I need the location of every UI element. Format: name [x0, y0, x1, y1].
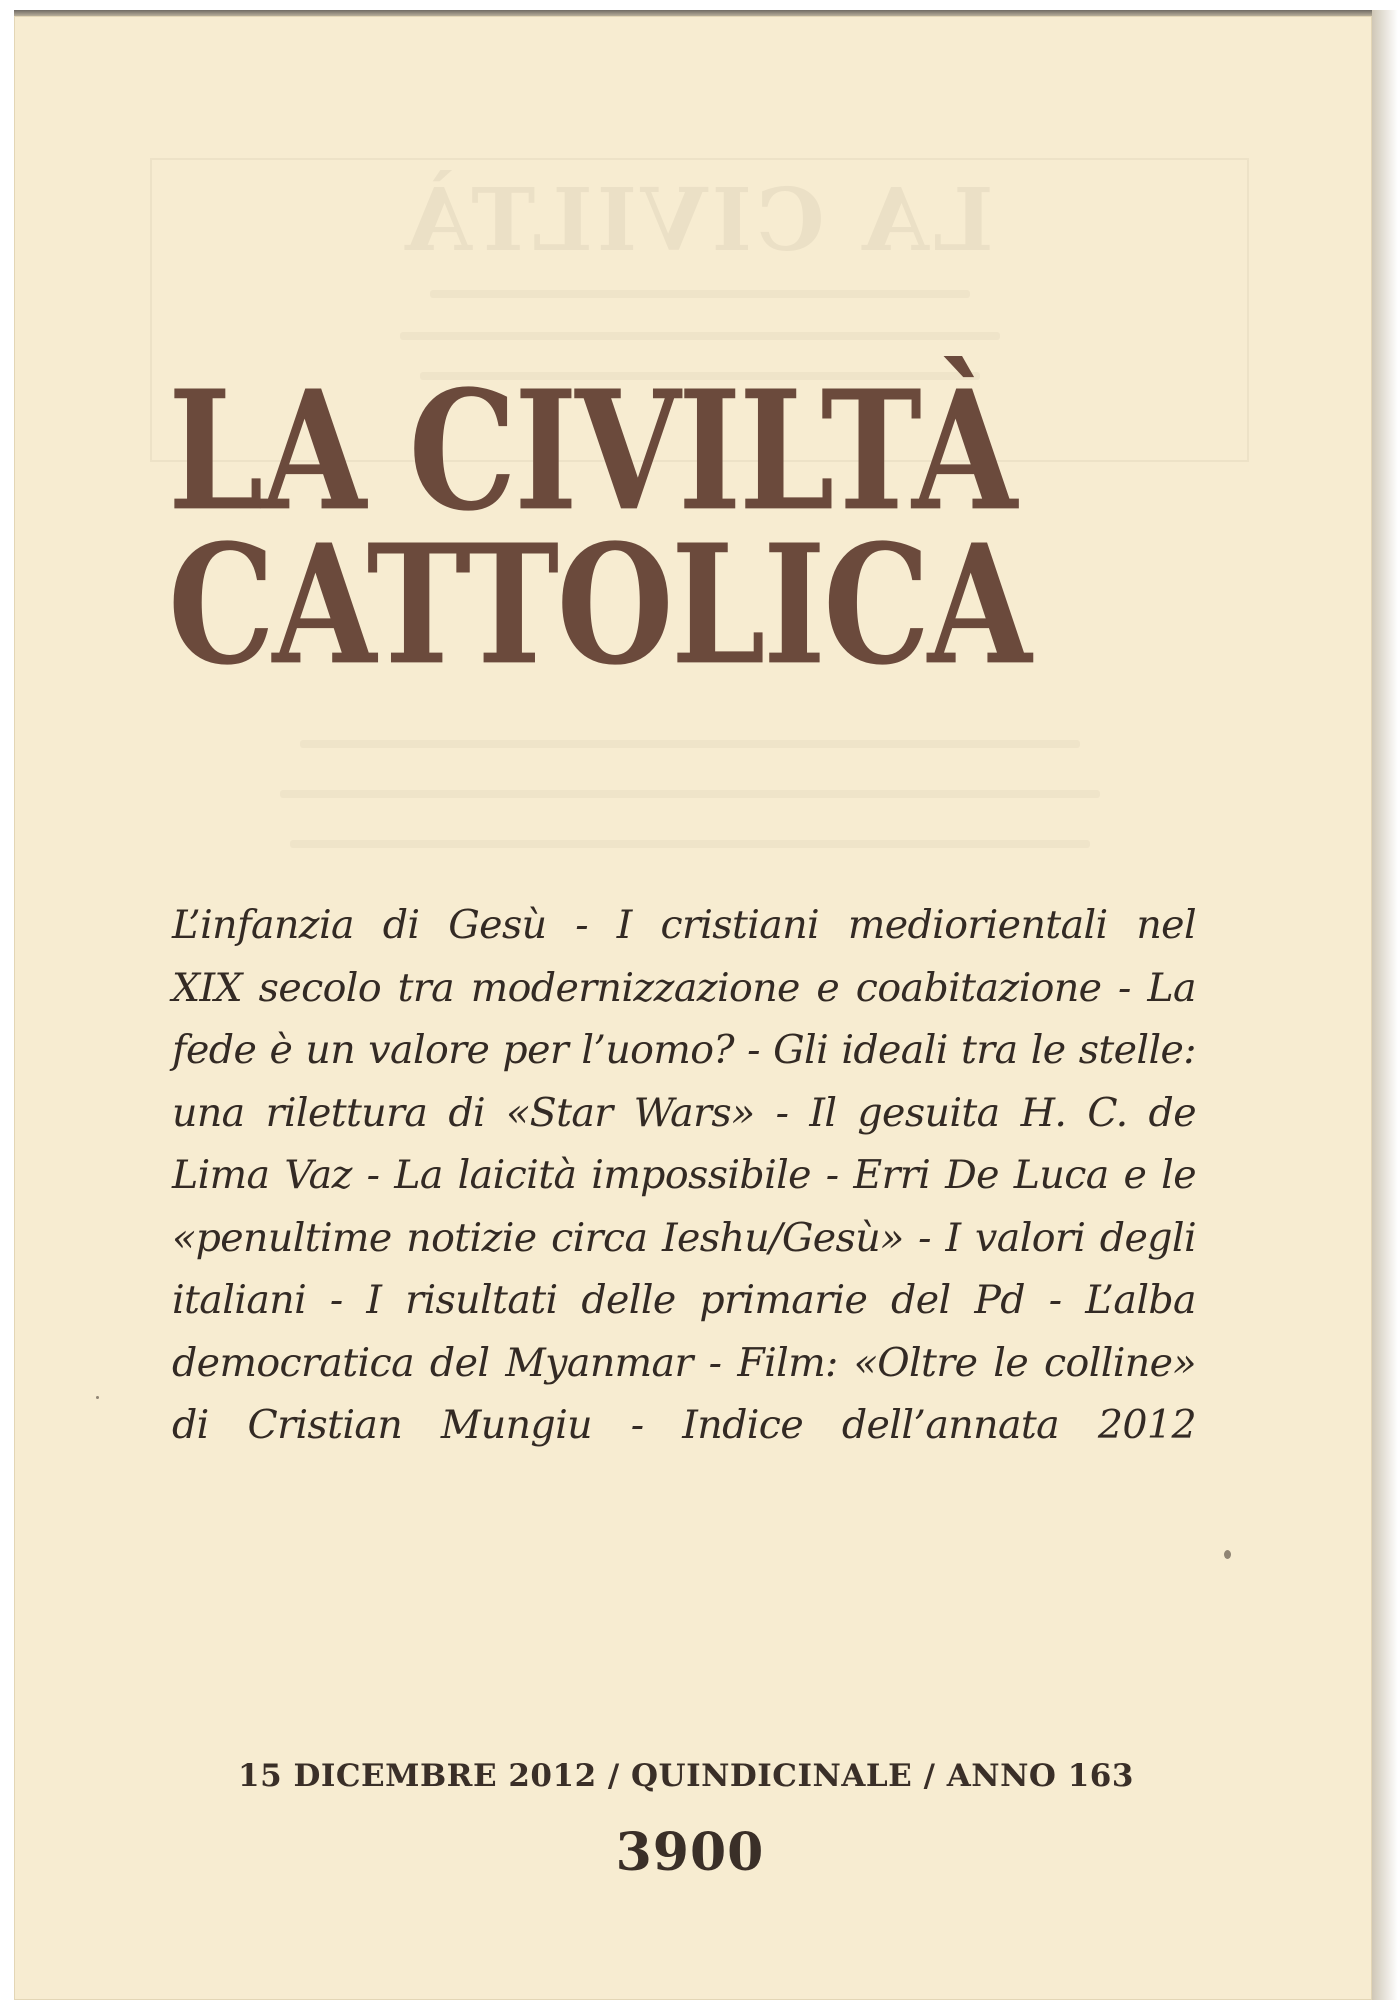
masthead-title: [168, 355, 1208, 702]
masthead-line-1: LA CIVILTÀ: [168, 355, 1015, 548]
paper-speck: [96, 1396, 99, 1399]
contents-line: «penultime notizie circa Ieshu/Gesù» - I valori degli: [172, 1214, 1196, 1261]
table-of-contents: [172, 894, 1196, 1457]
contents-line: Lima Vaz - La laicità impossibile - Erri De Luca e le: [172, 1152, 1196, 1198]
bleed-through-line: [430, 290, 970, 298]
bleed-through-line: [280, 790, 1100, 798]
cover-edge-shadow: [1372, 10, 1398, 2000]
bleed-through-line: [400, 332, 1000, 340]
paper-speck: [1224, 1550, 1231, 1559]
issue-date-line: 15 DICEMBRE 2012 / QUINDICINALE / ANNO 163: [238, 1758, 1134, 1794]
contents-line: fede è un valore per l’uomo? - Gli ideali tra le stelle:: [172, 1027, 1196, 1073]
contents-line: XIX secolo tra modernizzazione e coabitazione - La: [172, 964, 1196, 1011]
bleed-through-line: [290, 840, 1090, 848]
contents-line: una rilettura di «Star Wars» - Il gesuita H. C. de: [172, 1089, 1196, 1136]
contents-line: L’infanzia di Gesù - I cristiani mediorientali nel: [172, 902, 1196, 948]
issue-number: 3900: [615, 1822, 765, 1883]
contents-line: democratica del Myanmar - Film: «Oltre le colline»: [172, 1339, 1196, 1386]
contents-line: italiani - I risultati delle primarie del Pd - L’alba: [172, 1277, 1196, 1323]
masthead-line-2: CATTOLICA: [168, 509, 1030, 702]
contents-line: di Cristian Mungiu - Indice dell’annata 2012: [172, 1402, 1196, 1448]
bleed-through-title: LA CIVILTÀ: [401, 170, 994, 271]
bleed-through-line: [300, 740, 1080, 748]
